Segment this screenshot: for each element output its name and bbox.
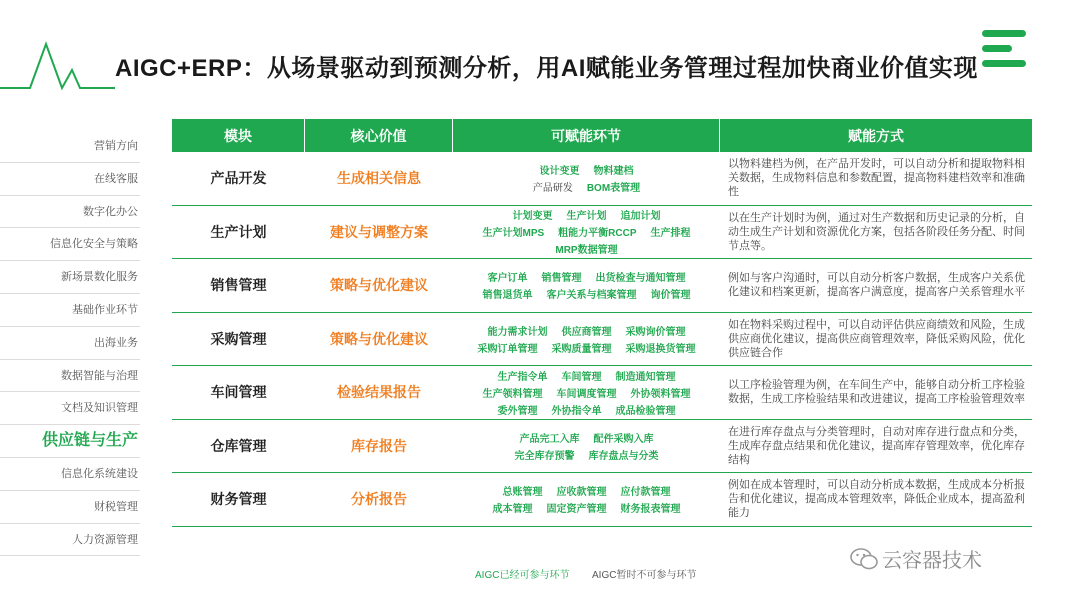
table-row <box>172 313 1032 367</box>
node-tag: 客户订单 <box>487 273 528 285</box>
legend-available: AIGC已经可参与环节 <box>475 570 570 581</box>
enable-nodes <box>453 152 720 205</box>
header-value: 核心价值 <box>305 119 453 152</box>
core-value: 生成相关信息 <box>337 170 421 187</box>
node-tag: 完全库存预警 <box>514 450 575 462</box>
node-tag: MRP数据管理 <box>555 245 618 257</box>
pulse-line-decoration <box>0 40 115 95</box>
sidebar-item[interactable]: 数字化办公 <box>0 196 140 229</box>
sidebar-item[interactable]: 出海业务 <box>0 327 140 360</box>
node-line <box>493 500 681 515</box>
enable-nodes <box>453 473 720 526</box>
enable-method: 以工序检验管理为例，在车间生产中，能够自动分析工序检验数据，生成工序检验结果和改进建议，提高工序检验管理效率 <box>728 379 1025 406</box>
module-name: 车间管理 <box>210 384 267 401</box>
node-tag: 生产排程 <box>650 228 691 240</box>
wechat-icon <box>850 547 878 571</box>
node-tag: 产品研发 <box>532 183 573 195</box>
node-tag: 固定资产管理 <box>546 504 607 516</box>
node-line <box>483 385 691 400</box>
watermark <box>850 544 982 573</box>
node-tag: 供应商管理 <box>561 326 612 338</box>
sidebar-item[interactable]: 新场景数化服务 <box>0 261 140 294</box>
header-nodes: 可赋能环节 <box>453 119 720 152</box>
node-tag: 采购退换货管理 <box>625 343 696 355</box>
module-name: 仓库管理 <box>210 437 267 454</box>
node-tag: 生产指令单 <box>497 371 548 383</box>
node-tag: 销售管理 <box>541 273 582 285</box>
node-tag: 外协领料管理 <box>630 388 691 400</box>
enable-nodes <box>453 313 720 366</box>
core-value: 建议与调整方案 <box>330 223 428 240</box>
node-line <box>513 207 661 222</box>
node-tag: 委外管理 <box>497 405 538 417</box>
enable-nodes <box>453 366 720 419</box>
brand-logo-icon <box>982 30 1026 68</box>
node-line <box>503 483 671 498</box>
table-row <box>172 259 1032 313</box>
enable-nodes <box>453 420 720 473</box>
node-tag: 配件采购入库 <box>593 433 654 445</box>
node-tag: 外协指令单 <box>551 405 602 417</box>
enable-nodes <box>453 259 720 312</box>
page-title: AIGC+ERP：从场景驱动到预测分析，用AI赋能业务管理过程加快商业价值实现 <box>115 55 978 82</box>
core-value: 策略与优化建议 <box>330 277 428 294</box>
node-tag: 成品检验管理 <box>615 405 676 417</box>
enable-method: 例如在成本管理时，可以自动分析成本数据，生成成本分析报告和优化建议，提高成本管理效率，降低企业成本，提高盈利能力 <box>728 479 1025 520</box>
table-row <box>172 152 1032 206</box>
node-line <box>498 402 676 417</box>
enable-method: 如在物料采购过程中，可以自动评估供应商绩效和风险，生成供应商优化建议，提高供应商管理效率，降低采购风险，优化供应链合作 <box>728 318 1025 359</box>
enable-method: 以物料建档为例，在产品开发时，可以自动分析和提取物料相关数据，生成物料信息和参数配置，提高物料建档效率和准确性 <box>728 158 1025 199</box>
table-body <box>172 152 1032 527</box>
sidebar-item[interactable]: 信息化安全与策略 <box>0 228 140 261</box>
node-tag: 粗能力平衡RCCP <box>558 228 637 240</box>
node-tag: 库存盘点与分类 <box>588 450 659 462</box>
enable-method: 以在生产计划时为例，通过对生产数据和历史记录的分析，自动生成生产计划和资源优化方案，包括各阶段任务分配、时间节点等。 <box>728 211 1025 252</box>
sidebar-item[interactable]: 供应链与生产 <box>0 425 140 458</box>
node-tag: 产品完工入库 <box>519 433 580 445</box>
table-row <box>172 420 1032 474</box>
node-tag: 客户关系与档案管理 <box>546 290 637 302</box>
node-tag: 能力需求计划 <box>487 326 548 338</box>
node-tag: 应收款管理 <box>556 487 607 499</box>
core-value: 策略与优化建议 <box>330 330 428 347</box>
enable-nodes <box>453 206 720 259</box>
table-row <box>172 473 1032 527</box>
node-tag: 物料建档 <box>593 166 634 178</box>
module-name: 产品开发 <box>210 170 267 187</box>
node-tag: 车间管理 <box>561 371 602 383</box>
node-tag: 制造通知管理 <box>615 371 676 383</box>
enable-method: 在进行库存盘点与分类管理时，自动对库存进行盘点和分类，生成库存盘点结果和优化建议，提高库存管理效率，优化库存结构 <box>728 425 1025 466</box>
erp-table <box>172 119 1032 527</box>
sidebar-item[interactable]: 数据智能与治理 <box>0 360 140 393</box>
sidebar-item[interactable]: 财税管理 <box>0 491 140 524</box>
sidebar-item[interactable]: 文档及知识管理 <box>0 392 140 425</box>
module-name: 采购管理 <box>210 330 267 347</box>
node-tag: 出货检查与通知管理 <box>595 273 686 285</box>
node-line <box>533 179 640 194</box>
header-method: 赋能方式 <box>848 127 904 144</box>
node-line <box>478 340 696 355</box>
node-line <box>540 162 634 177</box>
sidebar-item[interactable]: 人力资源管理 <box>0 524 140 557</box>
core-value: 分析报告 <box>351 491 407 508</box>
table-row <box>172 206 1032 260</box>
node-tag: 采购询价管理 <box>625 326 686 338</box>
sidebar-item[interactable]: 在线客服 <box>0 163 140 196</box>
node-tag: 设计变更 <box>539 166 580 178</box>
sidebar-item[interactable]: 基础作业环节 <box>0 294 140 327</box>
module-name: 生产计划 <box>210 223 267 240</box>
node-line <box>483 286 691 301</box>
node-line <box>482 224 690 239</box>
node-tag: 生产计划 <box>566 211 607 223</box>
core-value: 检验结果报告 <box>337 384 421 401</box>
node-line <box>555 241 617 256</box>
node-tag: 生产领料管理 <box>482 388 543 400</box>
node-tag: 车间调度管理 <box>556 388 617 400</box>
core-value: 库存报告 <box>351 437 407 454</box>
node-tag: 应付款管理 <box>620 487 671 499</box>
sidebar <box>0 130 140 556</box>
module-name: 财务管理 <box>210 491 267 508</box>
node-tag: 采购订单管理 <box>477 343 538 355</box>
node-tag: 生产计划MPS <box>482 228 545 240</box>
node-line <box>488 269 686 284</box>
enable-method: 例如与客户沟通时，可以自动分析客户数据，生成客户关系优化建议和档案更新，提高客户满意度，提高客户关系管理水平 <box>728 272 1025 299</box>
node-tag: 计划变更 <box>512 211 553 223</box>
node-line <box>498 368 676 383</box>
table-header <box>172 119 1032 152</box>
node-tag: 采购质量管理 <box>551 343 612 355</box>
node-tag: 财务报表管理 <box>620 504 681 516</box>
node-tag: 追加计划 <box>620 211 661 223</box>
header-module: 模块 <box>172 119 305 152</box>
node-tag: BOM表管理 <box>586 183 641 195</box>
legend-unavailable: AIGC暂时不可参与环节 <box>592 570 697 581</box>
node-line <box>488 323 686 338</box>
sidebar-item[interactable]: 营销方向 <box>0 130 140 163</box>
watermark-text: 云容器技术 <box>882 550 982 572</box>
module-name: 销售管理 <box>210 277 267 294</box>
node-line <box>515 447 659 462</box>
node-line <box>520 430 654 445</box>
node-tag: 成本管理 <box>492 504 533 516</box>
node-tag: 总账管理 <box>502 487 543 499</box>
node-tag: 销售退货单 <box>482 290 533 302</box>
table-row <box>172 366 1032 420</box>
node-tag: 询价管理 <box>650 290 691 302</box>
sidebar-item[interactable]: 信息化系统建设 <box>0 458 140 491</box>
